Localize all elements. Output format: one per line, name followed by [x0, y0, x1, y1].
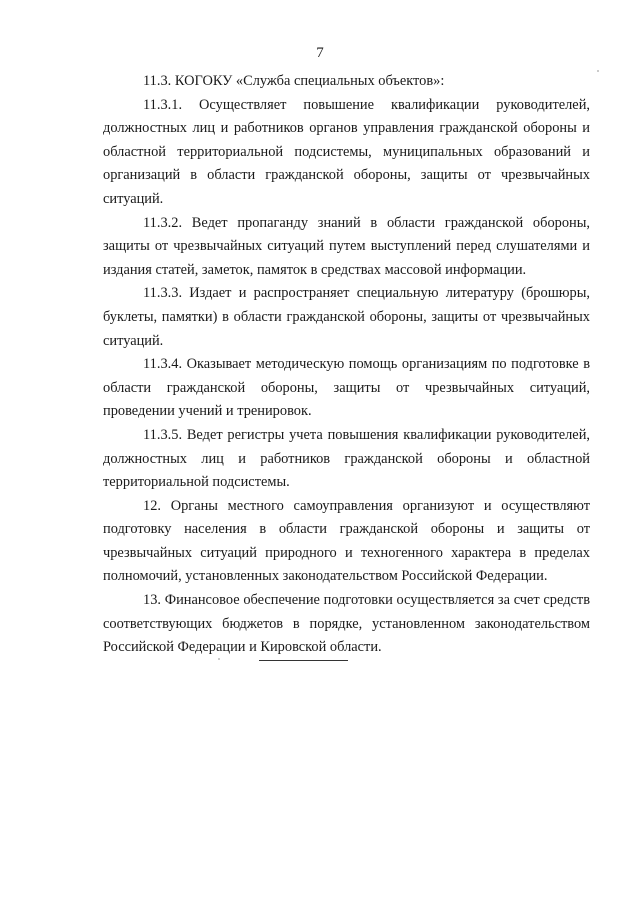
page-number: 7	[316, 45, 324, 61]
paragraph-11-3-5: 11.3.5. Ведет регистры учета повышения квалификации руководителей, должностных лиц и работников гражданской обороны и областной территориальной подсистемы.	[103, 426, 590, 491]
paragraph-13: 13. Финансовое обеспечение подготовки осуществляется за счет средств соответствующих бюджетов в порядке, установленном законодательством Российской Федерации и Кировской области.	[103, 592, 590, 656]
paragraph-11-3-2: 11.3.2. Ведет пропаганду знаний в области гражданской обороны, защиты от чрезвычайных ситуаций путем выступлений перед слушателями и издания статей, заметок, памяток в средствах массовой информации.	[103, 214, 590, 278]
paragraph-11-3: 11.3. КОГОКУ «Служба специальных объектов»:	[143, 73, 445, 89]
scan-speck	[597, 70, 599, 72]
scan-speck	[218, 658, 220, 660]
end-divider-line	[259, 660, 348, 661]
paragraph-11-3-1: 11.3.1. Осуществляет повышение квалификации руководителей, должностных лиц и работников органов управления гражданской обороны и областной территориальной подсистемы, муниципальных образований и организаций в области гражданской обороны, защиты от чрезвычайных ситуаций.	[103, 96, 590, 207]
paragraph-11-3-3: 11.3.3. Издает и распространяет специальную литературу (брошюры, буклеты, памятки) в области гражданской обороны, защиты от чрезвычайных ситуаций.	[103, 285, 590, 349]
paragraph-12: 12. Органы местного самоуправления организуют и осуществляют подготовку населения в области гражданской обороны и защиты от чрезвычайных ситуаций природного и техногенного характера в пределах полномочий, установленных законодательством Российской Федерации.	[103, 497, 590, 585]
document-body	[103, 70, 590, 660]
paragraph-11-3-4: 11.3.4. Оказывает методическую помощь организациям по подготовке в области гражданской обороны, защиты от чрезвычайных ситуаций, проведении учений и тренировок.	[103, 356, 590, 420]
